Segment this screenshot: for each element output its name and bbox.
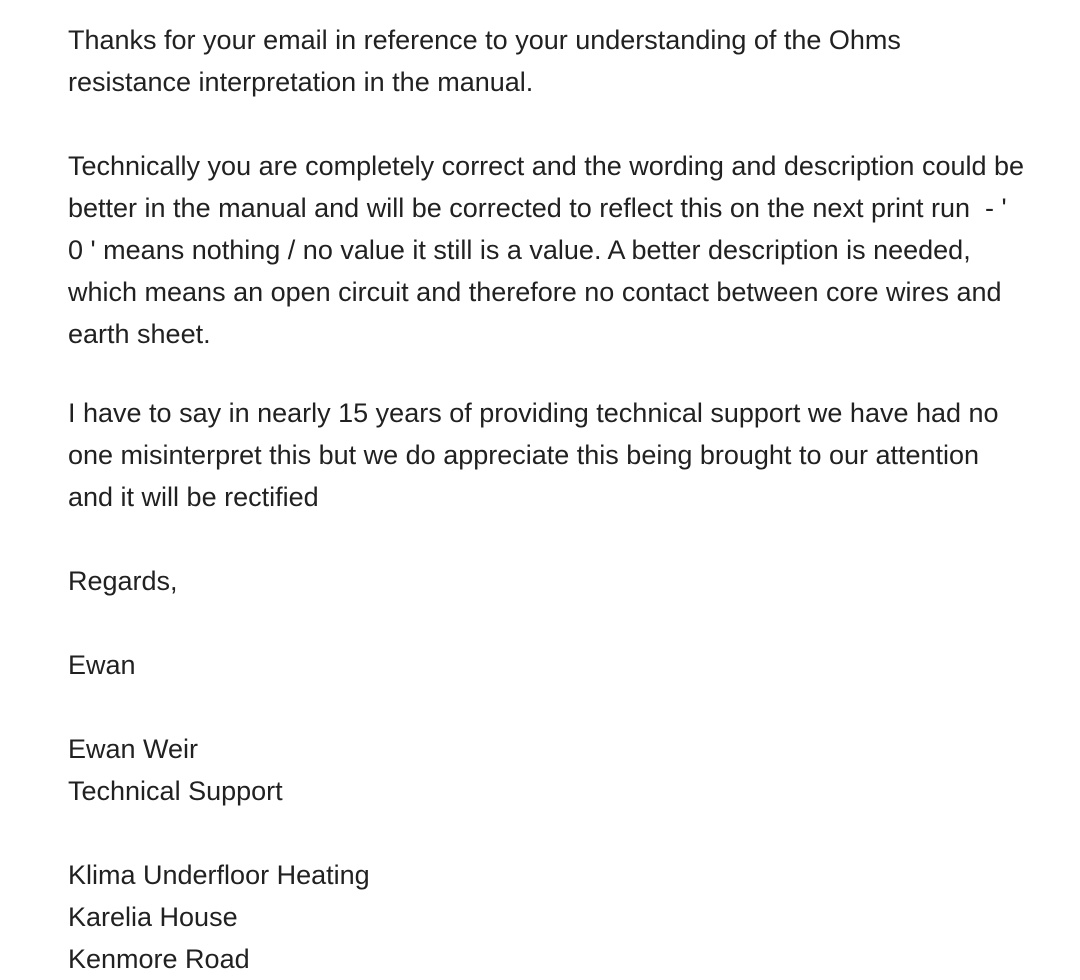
signature-address-line-2: Kenmore Road [68, 944, 250, 974]
paragraph-spacer [68, 602, 1028, 644]
signature-full-name: Ewan Weir [68, 734, 199, 764]
email-sender-first-name: Ewan [68, 650, 136, 680]
email-paragraph-explanation: Technically you are completely correct and the wording and description could be better in the manual and will be corrected to reflect this on the next print run - ' 0 ' means nothing / no value it still is a value. A better description is needed, which means an open circuit and therefore no contact between core wires and earth sheet. [68, 151, 1032, 349]
email-paragraph-closing: I have to say in nearly 15 years of providing technical support we have had no one misinterpret this but we do appreciate this being brought to our attention and it will be rectified [68, 398, 1007, 512]
paragraph-spacer [68, 518, 1028, 560]
paragraph-spacer [68, 103, 1028, 145]
email-body [68, 19, 1032, 980]
email-signature-block [68, 728, 1028, 980]
email-paragraph-intro: Thanks for your email in reference to your understanding of the Ohms resistance interpretation in the manual. [68, 25, 909, 97]
paragraph-spacer [68, 686, 1028, 728]
email-sign-off: Regards, [68, 566, 178, 596]
signature-company: Klima Underfloor Heating [68, 860, 370, 890]
signature-role: Technical Support [68, 776, 283, 806]
paragraph-spacer [68, 812, 1028, 854]
signature-address-line-1: Karelia House [68, 902, 238, 932]
paragraph-spacer [68, 355, 1028, 392]
